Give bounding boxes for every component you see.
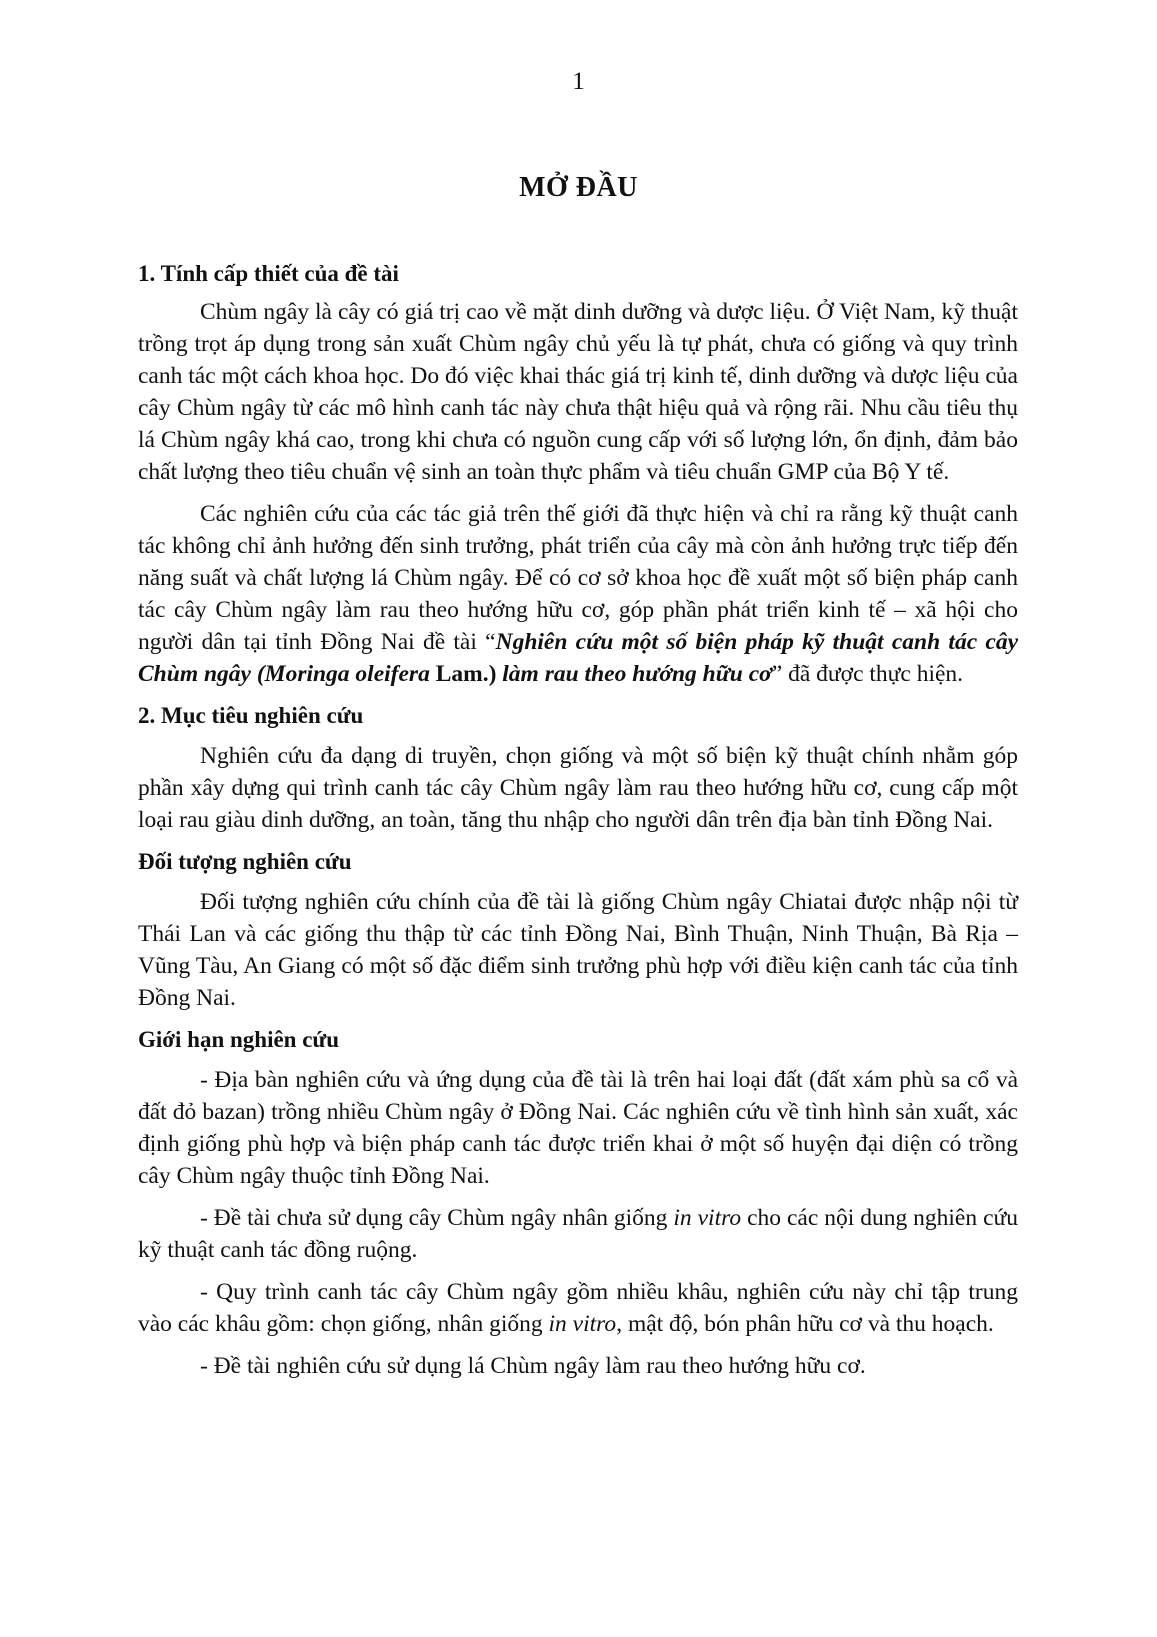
paragraph-text: Các nghiên cứu của các tác giả trên thế giới đã thực hiện và chỉ ra rằng kỹ thuật canh tác không chỉ ảnh hưởng đến sinh trưởng, phát triển của cây mà còn ảnh hưởng trực tiếp đến năng suất và chất lượng lá Chùm ngây. Để có cơ sở khoa học đề xuất một số biện pháp canh tác cây Chùm ngây làm rau theo hướng hữu cơ, góp phần phát triển kinh tế – xã hội cho người dân tại tỉnh Đồng Nai đề tài “ xyxy=(138,501,1018,655)
paragraph: - Địa bàn nghiên cứu và ứng dụng của đề tài là trên hai loại đất (đất xám phù sa cổ và đất đỏ bazan) trồng nhiều Chùm ngây ở Đồng Nai. Các nghiên cứu về tình hình sản xuất, xác định giống phù hợp và biện pháp canh tác được triển khai ở một số huyện đại diện có trồng cây Chùm ngây thuộc tỉnh Đồng Nai. xyxy=(138,1067,1018,1189)
italic-term: in vitro xyxy=(548,1311,617,1337)
paragraph-text: cho các nội dung nghiên cứu kỹ thuật canh tác đồng ruộng. xyxy=(138,1205,1018,1263)
paragraph xyxy=(138,1276,1018,1340)
paragraph-text: - Quy trình canh tác cây Chùm ngây gồm nhiều khâu, nghiên cứu này chỉ tập trung vào các khâu gồm: chọn giống, nhân giống xyxy=(138,1279,1018,1337)
section-heading-objectives: 2. Mục tiêu nghiên cứu xyxy=(138,703,364,728)
species-author-text: Lam.) xyxy=(429,661,503,687)
section-heading-subjects: Đối tượng nghiên cứu xyxy=(138,849,352,874)
document-body xyxy=(138,258,1018,1382)
paragraph xyxy=(138,1202,1018,1266)
page-number: 1 xyxy=(572,68,585,95)
paragraph: Đối tượng nghiên cứu chính của đề tài là giống Chùm ngây Chiatai được nhập nội từ Thái Lan và các giống thu thập từ các tỉnh Đồng Nai, Bình Thuận, Ninh Thuận, Bà Rịa – Vũng Tàu, An Giang có một số đặc điểm sinh trưởng phù hợp với điều kiện canh tác của tỉnh Đồng Nai. xyxy=(138,889,1018,1011)
paragraph: - Đề tài nghiên cứu sử dụng lá Chùm ngây làm rau theo hướng hữu cơ. xyxy=(200,1353,866,1379)
paragraph xyxy=(138,498,1018,690)
paragraph-text: ” đã được thực hiện. xyxy=(771,661,964,687)
paragraph: Nghiên cứu đa dạng di truyền, chọn giống và một số biện kỹ thuật chính nhằm góp phần xây dựng qui trình canh tác cây Chùm ngây làm rau theo hướng hữu cơ, cung cấp một loại rau giàu dinh dưỡng, an toàn, tăng thu nhập cho người dân trên địa bàn tỉnh Đồng Nai. xyxy=(138,743,1018,833)
italic-term: in vitro xyxy=(673,1205,742,1231)
page-title: MỞ ĐẦU xyxy=(519,172,638,203)
paragraph-text: , mật độ, bón phân hữu cơ và thu hoạch. xyxy=(616,1311,994,1337)
paragraph: Chùm ngây là cây có giá trị cao về mặt dinh dưỡng và dược liệu. Ở Việt Nam, kỹ thuật trồng trọt áp dụng trong sản xuất Chùm ngây chủ yếu là tự phát, chưa có giống và quy trình canh tác một cách khoa học. Do đó việc khai thác giá trị kinh tế, dinh dưỡng và dược liệu của cây Chùm ngây từ các mô hình canh tác này chưa thật hiệu quả và rộng rãi. Nhu cầu tiêu thụ lá Chùm ngây khá cao, trong khi chưa có nguồn cung cấp với số lượng lớn, ổn định, đảm bảo chất lượng theo tiêu chuẩn vệ sinh an toàn thực phẩm và tiêu chuẩn GMP của Bộ Y tế. xyxy=(138,299,1018,485)
section-heading-scope: Giới hạn nghiên cứu xyxy=(138,1027,340,1052)
project-title-text: làm rau theo hướng hữu cơ xyxy=(502,661,772,687)
section-heading-urgency: 1. Tính cấp thiết của đề tài xyxy=(138,261,399,286)
project-title-text: Nghiên cứu một số biện pháp kỹ thuật canh tác cây Chùm ngây (Moringa oleifera xyxy=(138,629,1019,687)
paragraph-text: - Đề tài chưa sử dụng cây Chùm ngây nhân giống xyxy=(200,1205,674,1231)
